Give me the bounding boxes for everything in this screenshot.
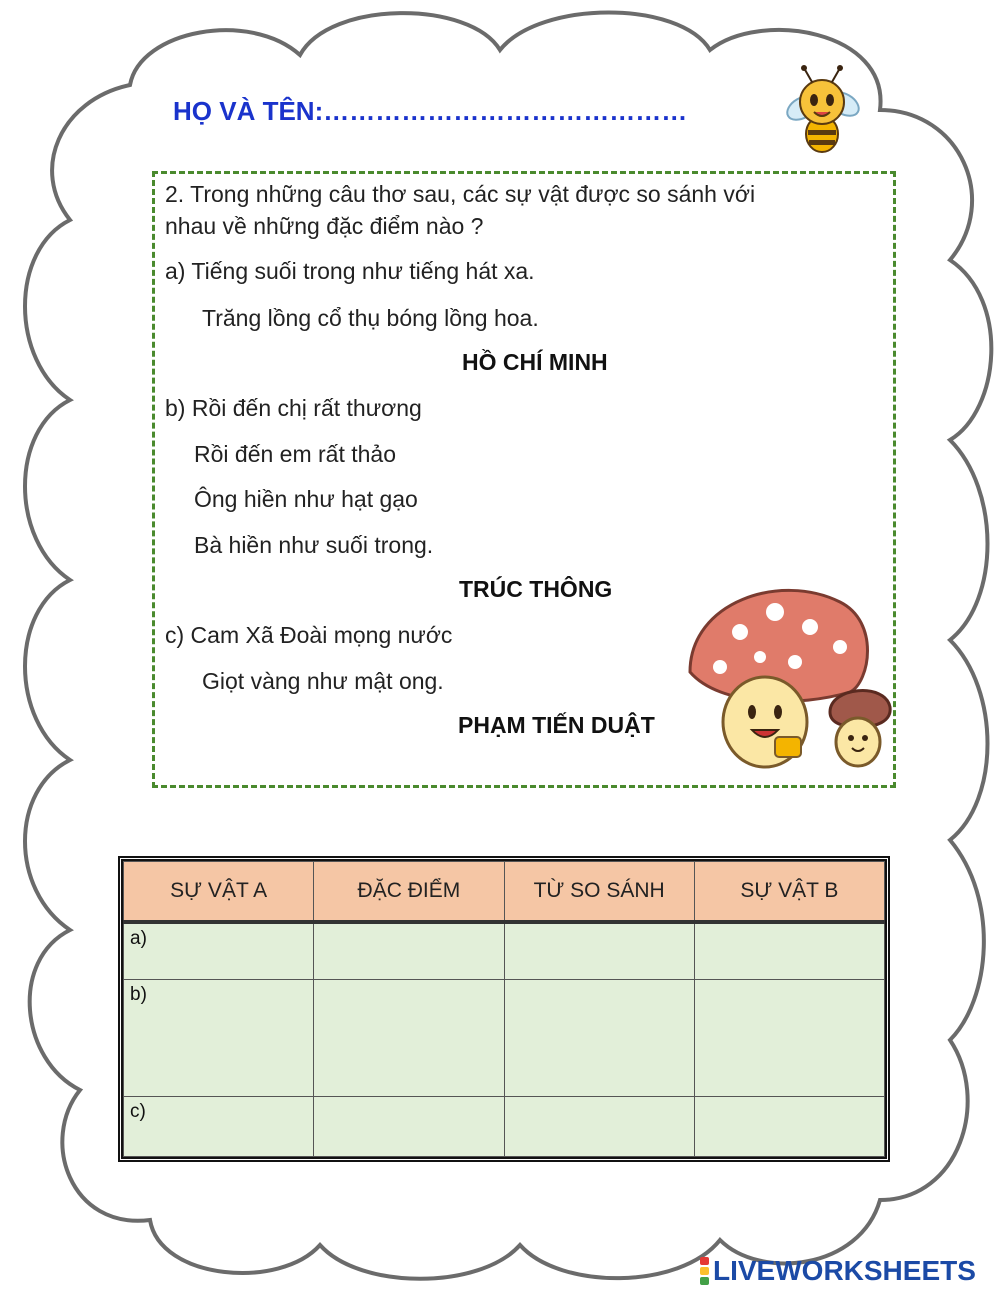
poem-b-line-1: b) Rồi đến chị rất thương (165, 395, 422, 421)
liveworksheets-logo (700, 1254, 976, 1288)
row-b-tu-so-sanh-cell[interactable] (504, 980, 694, 1097)
name-dots: …………………………………… (323, 96, 688, 126)
poem-b-line-4: Bà hiền như suối trong. (194, 532, 434, 558)
row-b-label[interactable]: b) (124, 980, 314, 1097)
row-a-dac-diem-cell[interactable] (314, 922, 504, 980)
logo-text: LIVEWORKSHEETS (713, 1255, 976, 1286)
poem-c-line-1: c) Cam Xã Đoài mọng nước (165, 622, 453, 648)
poem-b-line-2: Rồi đến em rất thảo (194, 441, 397, 467)
row-c-label[interactable]: c) (124, 1097, 314, 1157)
mushroom-characters-icon (680, 582, 900, 782)
header-su-vat-a: SỰ VẬT A (124, 862, 314, 923)
poem-c-line-2: Giọt vàng như mật ong. (202, 668, 444, 694)
row-c-tu-so-sanh-cell[interactable] (504, 1097, 694, 1157)
question-line-1: 2. Trong những câu thơ sau, các sự vật được so sánh với (165, 181, 756, 207)
table-row (124, 980, 885, 1097)
header-tu-so-sanh: TỪ SO SÁNH (504, 862, 694, 923)
name-label: HỌ VÀ TÊN: (173, 96, 324, 126)
header-dac-diem: ĐẶC ĐIỂM (314, 862, 504, 923)
row-b-dac-diem-cell[interactable] (314, 980, 504, 1097)
logo-mark-icon (700, 1256, 709, 1286)
row-a-label[interactable]: a) (124, 922, 314, 980)
header-su-vat-b: SỰ VẬT B (694, 862, 884, 923)
poem-a-line-2: Trăng lồng cổ thụ bóng lồng hoa. (202, 305, 539, 331)
poem-c-author: PHẠM TIẾN DUẬT (458, 712, 655, 738)
table-row (124, 1097, 885, 1157)
table-row (124, 922, 885, 980)
row-c-dac-diem-cell[interactable] (314, 1097, 504, 1157)
poem-a-line-1: a) Tiếng suối trong như tiếng hát xa. (165, 258, 535, 284)
logo-square (700, 1257, 709, 1265)
poem-a-author: HỒ CHÍ MINH (462, 349, 608, 375)
row-b-su-vat-b-cell[interactable] (694, 980, 884, 1097)
comparison-table (118, 856, 890, 1162)
logo-square (700, 1277, 709, 1285)
bee-icon (778, 64, 868, 160)
row-c-su-vat-b-cell[interactable] (694, 1097, 884, 1157)
logo-square (700, 1267, 709, 1275)
question-line-2: nhau về những đặc điểm nào ? (165, 213, 484, 239)
student-name-line[interactable] (173, 96, 783, 134)
poem-b-author: TRÚC THÔNG (459, 576, 613, 602)
row-a-tu-so-sanh-cell[interactable] (504, 922, 694, 980)
row-a-su-vat-b-cell[interactable] (694, 922, 884, 980)
poem-b-line-3: Ông hiền như hạt gạo (194, 486, 418, 512)
